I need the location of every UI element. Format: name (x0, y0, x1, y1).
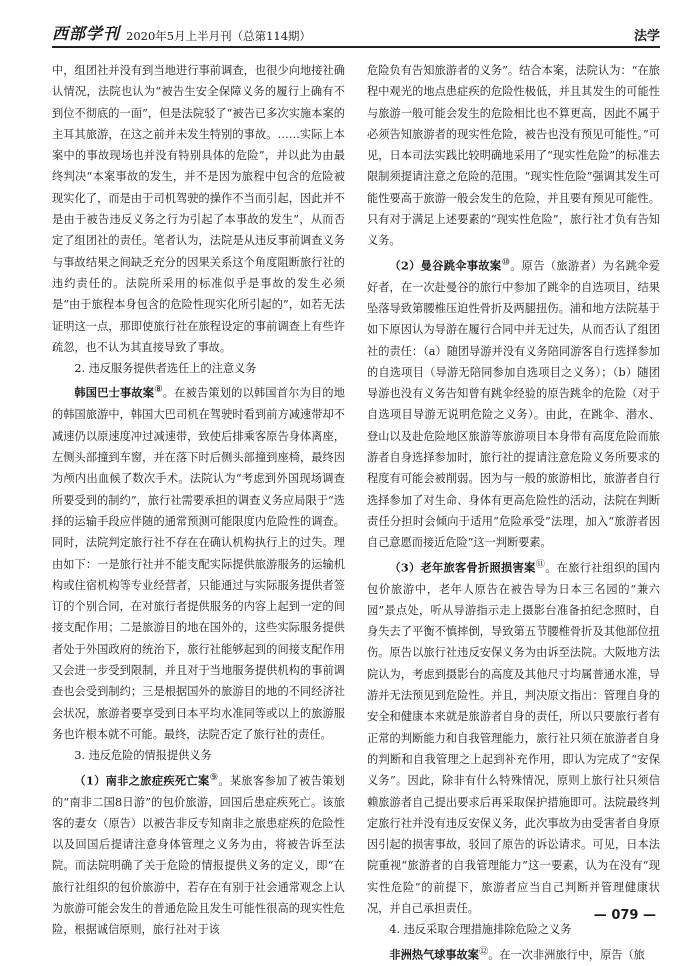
footnote-ref: ⑩ (501, 256, 511, 268)
paragraph-text: 。在一次非洲旅行中，原告（旅 (488, 948, 645, 962)
case-title: （1）南非之旅症疾死亡案 (74, 773, 210, 788)
page-header (52, 14, 660, 48)
paragraph (367, 941, 660, 966)
paragraph: 中，组团社并没有到当地进行事前调查，也很少向地接社确认情况，法院也认为“被告生安全保障义务的履行上确有不到位不彻底的一面”，但是法院驳了“被告已多次实施本案的主耳其旅游，在这之前并未发生特别的事故。……实际上本案中的事故现场也并没有特别具体的危险”，并以此为由最终判决“本案事故的发生，并不是因为旅程中包含的危险被现实化了，而是由于司机驾驶的操作不当而引起，因此并不是由于被告违反义务之行为引起了本事故的发生”，从而否定了组团社的责任。笔者认为，法院是从违反事前调查义务与事故结果之间缺乏充分的因果关系这个角度阻断旅行社的违约责任的。法院所采用的标准似乎是事故的发生必须是“由于旅程本身包含的危险性现实化所引起的”，如若无法证明这一点，那即使旅行社在旅程设定的事前调查上有些许疏忽，也不认为其直接导致了事故。 (52, 64, 345, 354)
paragraph-text: 。在旅行社组织的国内包价旅游中，老年人原告在被告导为日本三名园的“兼六园”景点处，听从导游指示走上摄影台准备拍纪念照时，自身失去了平衡不慎摔倒，导致第五节腰椎骨折及其他部位扭伤。原告以旅行社违反安保义务为由诉至法院。大阪地方法院认为，考虑到摄影台的高度及其他尺寸均属普通水准，导游并无法预见到危险性。并且，判决原文指出：管理自身的安全和健康本来就是旅游者自身的责任，所以只要旅行者有正常的判断能力和自我管理能力，旅行社只须在旅游者自身的判断和自我管理之上起到补充作用，即认为完成了“安保义务”。因此，除非有什么特殊情况，原则上旅行社只须信赖旅游者自己提出要求后再采取保护措施即可。法院最终判定旅行社并没有违反安保义务，此次事故为由受害者自身原因引起的损害事故，驳回了原告的诉讼请求。可见，日本法院重视“旅游者的自我管理能力”这一要素，认为在没有“现实性危险”的前提下，旅游者应当自己判断并管理健康状况，并自己承担责任。 (367, 561, 660, 916)
footnote-ref: ⑧ (154, 384, 163, 396)
journal-logo: 西部学刊 (52, 24, 121, 43)
case-title: （2）曼谷跳伞事故案 (389, 258, 502, 273)
paragraph (367, 252, 660, 554)
subsection-heading: 4. 违反采取合理措施排除危险之义务 (389, 923, 572, 937)
paragraph: 危险负有告知旅游者的义务”。结合本案，法院认为：“在旅程中观光的地点患症疾的危险性极低，并且其发生的可能性与旅游一般可能会发生的危险相比也不算更高，因此不属于必须告知旅游者的现实性危险，被告也没有预见可能性。”可见，日本司法实践比较明确地采用了“现实性危险”的标准去限制须提请注意之危险的范围。“现实性危险”强调其发生可能性要高于旅游一般会发生的危险，并且要有预见可能性。只有对于满足上述要素的“现实性危险”，旅行社才负有告知义务。 (367, 64, 660, 248)
left-column (52, 60, 345, 937)
case-title: 韩国巴士事故案 (74, 386, 155, 401)
page-number: — 079 — (593, 908, 656, 923)
case-title: 非洲热气球事故案 (389, 947, 479, 962)
issue-info: 2020年5月上半月刊（总第114期） (126, 29, 312, 43)
paragraph-text: 。在被告策划的以韩国首尔为目的地的韩国旅游中，韩国大巴司机在驾驶时看到前方减速带却不减速仍以原速度冲过减速带，致使后排乘客原告身体离座，左侧头部撞到车窗，并在落下时后侧头部撞到座椅，最终因为颅内出血候了数次手术。法院认为“考虑到外国现场调查所要受到的制约”，旅行社需要承担的调查义务应局限于“选择的运输手段应伴随的通常预测可能限度内危险性的调查。同时，法院判定旅行社不存在在确认机构执行上的过失。理由如下：一是旅行社并不能支配实际提供旅游服务的运输机构或住宿机构等专业经营者，只能通过与实际服务提供者签订的个别合同，在对旅行者提供服务的内容上起到一定的间接支配作用；二是旅游目的地在国外的，这些实际服务提供者处于外国政府的统治下，旅行社能够起到的间接支配作用又会进一步受到限制，并且对于当地服务提供机构的事前调查也会受到制约；三是根据国外的旅游目的地的不同经济社会状况，旅游者要享受到日本平均水准同等或以上的旅游服务也许根本就不可能。最终，法院否定了旅行社的责任。 (52, 387, 345, 741)
paragraph (52, 379, 345, 745)
footnote-ref: ⑫ (478, 945, 489, 957)
subsection-heading: 2. 违反服务提供者选任上的注意义务 (74, 362, 257, 376)
paragraph (367, 554, 660, 920)
paragraph (52, 767, 345, 941)
subsection-heading: 3. 违反危险的情报提供义务 (74, 749, 212, 763)
paragraph-text: 。某旅客参加了被告策划的“南非二国8日游”的包价旅游，回国后患症疾死亡。该旅客的妻女（原告）以被告非反专知南非之旅患症疾的危险性以及回国后提请注意身体管理之义务为由，将被告诉至法院。而法院明确了关于危险的情报提供义务的定义，即“在旅行社组织的包价旅游中，若存在有别于社会通常观念上认为旅游可能会发生的普通危险且发生可能性很高的现实性危险，根据诚信原则，旅行社对于该 (52, 774, 345, 937)
footnote-ref: ⑨ (209, 771, 219, 783)
case-title: （3）老年旅客骨折照损害案 (389, 560, 536, 575)
section-label: 法学 (633, 29, 660, 44)
paragraph-text: 。原告（旅游者）为名跳伞爱好者，在一次赴曼谷的旅行中参加了跳伞的自选项目，结果坠落导致第腰椎压迫性骨折及两腿扭伤。浦和地方法院基于如下原因认为导游在履行合同中并无过失，从而否认了组团社的责任：（a）随团导游并没有义务陪同游客自行选择参加的自选项目（导游无陪同参加自选项目之义务）；（b）随团导游也没有义务告知曾有跳伞经验的原告跳伞的危险（对于自选项目导游无说明危险之义务）。由此，在跳伞、潜水、登山以及赴危险地区旅游等旅游项目本身带有高度危险而旅游者自身选择参加时，旅行社的提请注意危险义务所要求的程度有可能会被削弱。因为与一般的旅游相比，旅游者自行选择参加了对生命、身体有更高危险性的活动，法院在判断责任分担时会倾向于适用“危险承受”法理，加入“旅游者因自己意愿而接近危险”这一判断要素。 (367, 259, 660, 550)
journal-info (52, 21, 311, 44)
footnote-ref: ⑪ (535, 558, 546, 570)
